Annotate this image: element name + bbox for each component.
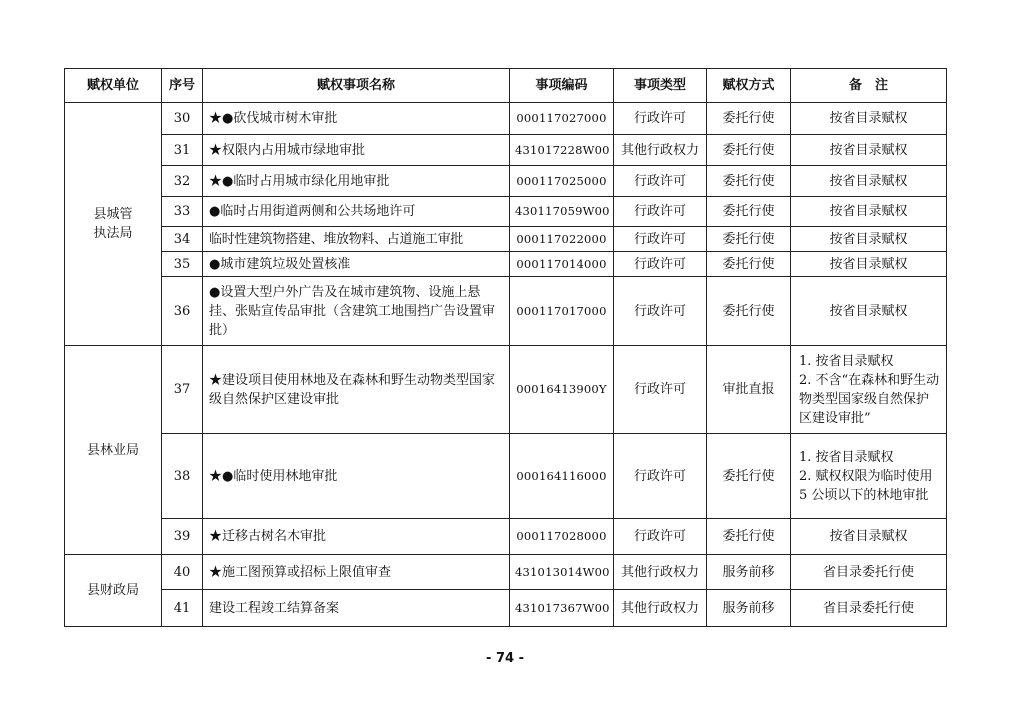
- table-row: [65, 135, 947, 166]
- header-code: 事项编码: [510, 69, 614, 103]
- row-type: 行政许可: [614, 277, 707, 346]
- row-note: [791, 434, 947, 519]
- row-method: 服务前移: [707, 590, 791, 627]
- header-method: 赋权方式: [707, 69, 791, 103]
- row-type: 行政许可: [614, 197, 707, 227]
- row-note: 按省目录赋权: [791, 277, 947, 346]
- row-name: ★●临时占用城市绿化用地审批: [203, 166, 510, 197]
- row-no: 40: [162, 555, 203, 590]
- row-type: 行政许可: [614, 519, 707, 555]
- row-code: 431013014W00: [510, 555, 614, 590]
- row-name: 建设工程竣工结算备案: [203, 590, 510, 627]
- row-code: 000117014000: [510, 252, 614, 277]
- row-method: 委托行使: [707, 519, 791, 555]
- row-method: 委托行使: [707, 434, 791, 519]
- row-note: 省目录委托行使: [791, 555, 947, 590]
- table-row: [65, 590, 947, 627]
- header-name: 赋权事项名称: [203, 69, 510, 103]
- row-no: 35: [162, 252, 203, 277]
- table-row: [65, 252, 947, 277]
- row-method: 委托行使: [707, 166, 791, 197]
- row-note: 按省目录赋权: [791, 135, 947, 166]
- row-name: ★迁移古树名木审批: [203, 519, 510, 555]
- row-method: 委托行使: [707, 135, 791, 166]
- row-note: 按省目录赋权: [791, 103, 947, 135]
- page-number: - 74 -: [486, 651, 524, 666]
- row-name: ★建设项目使用林地及在森林和野生动物类型国家级自然保护区建设审批: [203, 346, 510, 434]
- row-method: 委托行使: [707, 103, 791, 135]
- table-row: [65, 555, 947, 590]
- row-no: 31: [162, 135, 203, 166]
- row-type: 行政许可: [614, 166, 707, 197]
- row-note: [791, 346, 947, 434]
- row-method: 委托行使: [707, 227, 791, 252]
- table-row: [65, 227, 947, 252]
- row-code: 431017228W00: [510, 135, 614, 166]
- row-code: 000117025000: [510, 166, 614, 197]
- table-row: [65, 197, 947, 227]
- row-name: ★●临时使用林地审批: [203, 434, 510, 519]
- note-line: 1. 按省目录赋权: [799, 353, 894, 369]
- row-name: ●临时占用街道两侧和公共场地许可: [203, 197, 510, 227]
- row-type: 其他行政权力: [614, 135, 707, 166]
- row-code: 00016413900Y: [510, 346, 614, 434]
- row-name: ★施工图预算或招标上限值审查: [203, 555, 510, 590]
- row-no: 41: [162, 590, 203, 627]
- note-line: 2. 赋权权限为临时使用 5 公顷以下的林地审批: [799, 468, 933, 503]
- table-row: [65, 277, 947, 346]
- row-type: 行政许可: [614, 252, 707, 277]
- row-no: 34: [162, 227, 203, 252]
- row-note: 按省目录赋权: [791, 197, 947, 227]
- row-name: ●城市建筑垃圾处置核准: [203, 252, 510, 277]
- row-type: 行政许可: [614, 346, 707, 434]
- row-code: 000117017000: [510, 277, 614, 346]
- row-no: 30: [162, 103, 203, 135]
- table-row: [65, 166, 947, 197]
- row-name: ●设置大型户外广告及在城市建筑物、设施上悬挂、张贴宣传品审批（含建筑工地围挡广告设置审批）: [203, 277, 510, 346]
- row-code: 430117059W00: [510, 197, 614, 227]
- row-method: 委托行使: [707, 277, 791, 346]
- row-code: 000117027000: [510, 103, 614, 135]
- row-name: ★●砍伐城市树木审批: [203, 103, 510, 135]
- row-type: 其他行政权力: [614, 590, 707, 627]
- row-note: 省目录委托行使: [791, 590, 947, 627]
- row-type: 行政许可: [614, 434, 707, 519]
- row-type: 行政许可: [614, 227, 707, 252]
- table-header-row: [65, 69, 947, 103]
- table-row: [65, 519, 947, 555]
- row-no: 39: [162, 519, 203, 555]
- row-code: 000164116000: [510, 434, 614, 519]
- row-no: 32: [162, 166, 203, 197]
- unit-cell: 县城管 执法局: [65, 103, 162, 346]
- row-method: 审批直报: [707, 346, 791, 434]
- row-code: 431017367W00: [510, 590, 614, 627]
- row-type: 行政许可: [614, 103, 707, 135]
- row-method: 服务前移: [707, 555, 791, 590]
- header-unit: 赋权单位: [65, 69, 162, 103]
- unit-cell: 县林业局: [65, 346, 162, 555]
- table-row: [65, 346, 947, 434]
- row-name: 临时性建筑物搭建、堆放物料、占道施工审批: [203, 227, 510, 252]
- row-code: 000117028000: [510, 519, 614, 555]
- row-no: 33: [162, 197, 203, 227]
- table-row: [65, 434, 947, 519]
- row-note: 按省目录赋权: [791, 227, 947, 252]
- note-line: 2. 不含“在森林和野生动物类型国家级自然保护区建设审批”: [799, 372, 940, 426]
- header-no: 序号: [162, 69, 203, 103]
- note-line: 1. 按省目录赋权: [799, 449, 894, 465]
- row-type: 其他行政权力: [614, 555, 707, 590]
- header-note: 备 注: [791, 69, 947, 103]
- row-method: 委托行使: [707, 252, 791, 277]
- row-note: 按省目录赋权: [791, 166, 947, 197]
- row-no: 37: [162, 346, 203, 434]
- table-row: [65, 103, 947, 135]
- row-note: 按省目录赋权: [791, 519, 947, 555]
- unit-cell: 县财政局: [65, 555, 162, 627]
- authorization-table: [64, 68, 947, 627]
- row-no: 36: [162, 277, 203, 346]
- row-note: 按省目录赋权: [791, 252, 947, 277]
- row-name: ★权限内占用城市绿地审批: [203, 135, 510, 166]
- row-no: 38: [162, 434, 203, 519]
- row-method: 委托行使: [707, 197, 791, 227]
- row-code: 000117022000: [510, 227, 614, 252]
- header-type: 事项类型: [614, 69, 707, 103]
